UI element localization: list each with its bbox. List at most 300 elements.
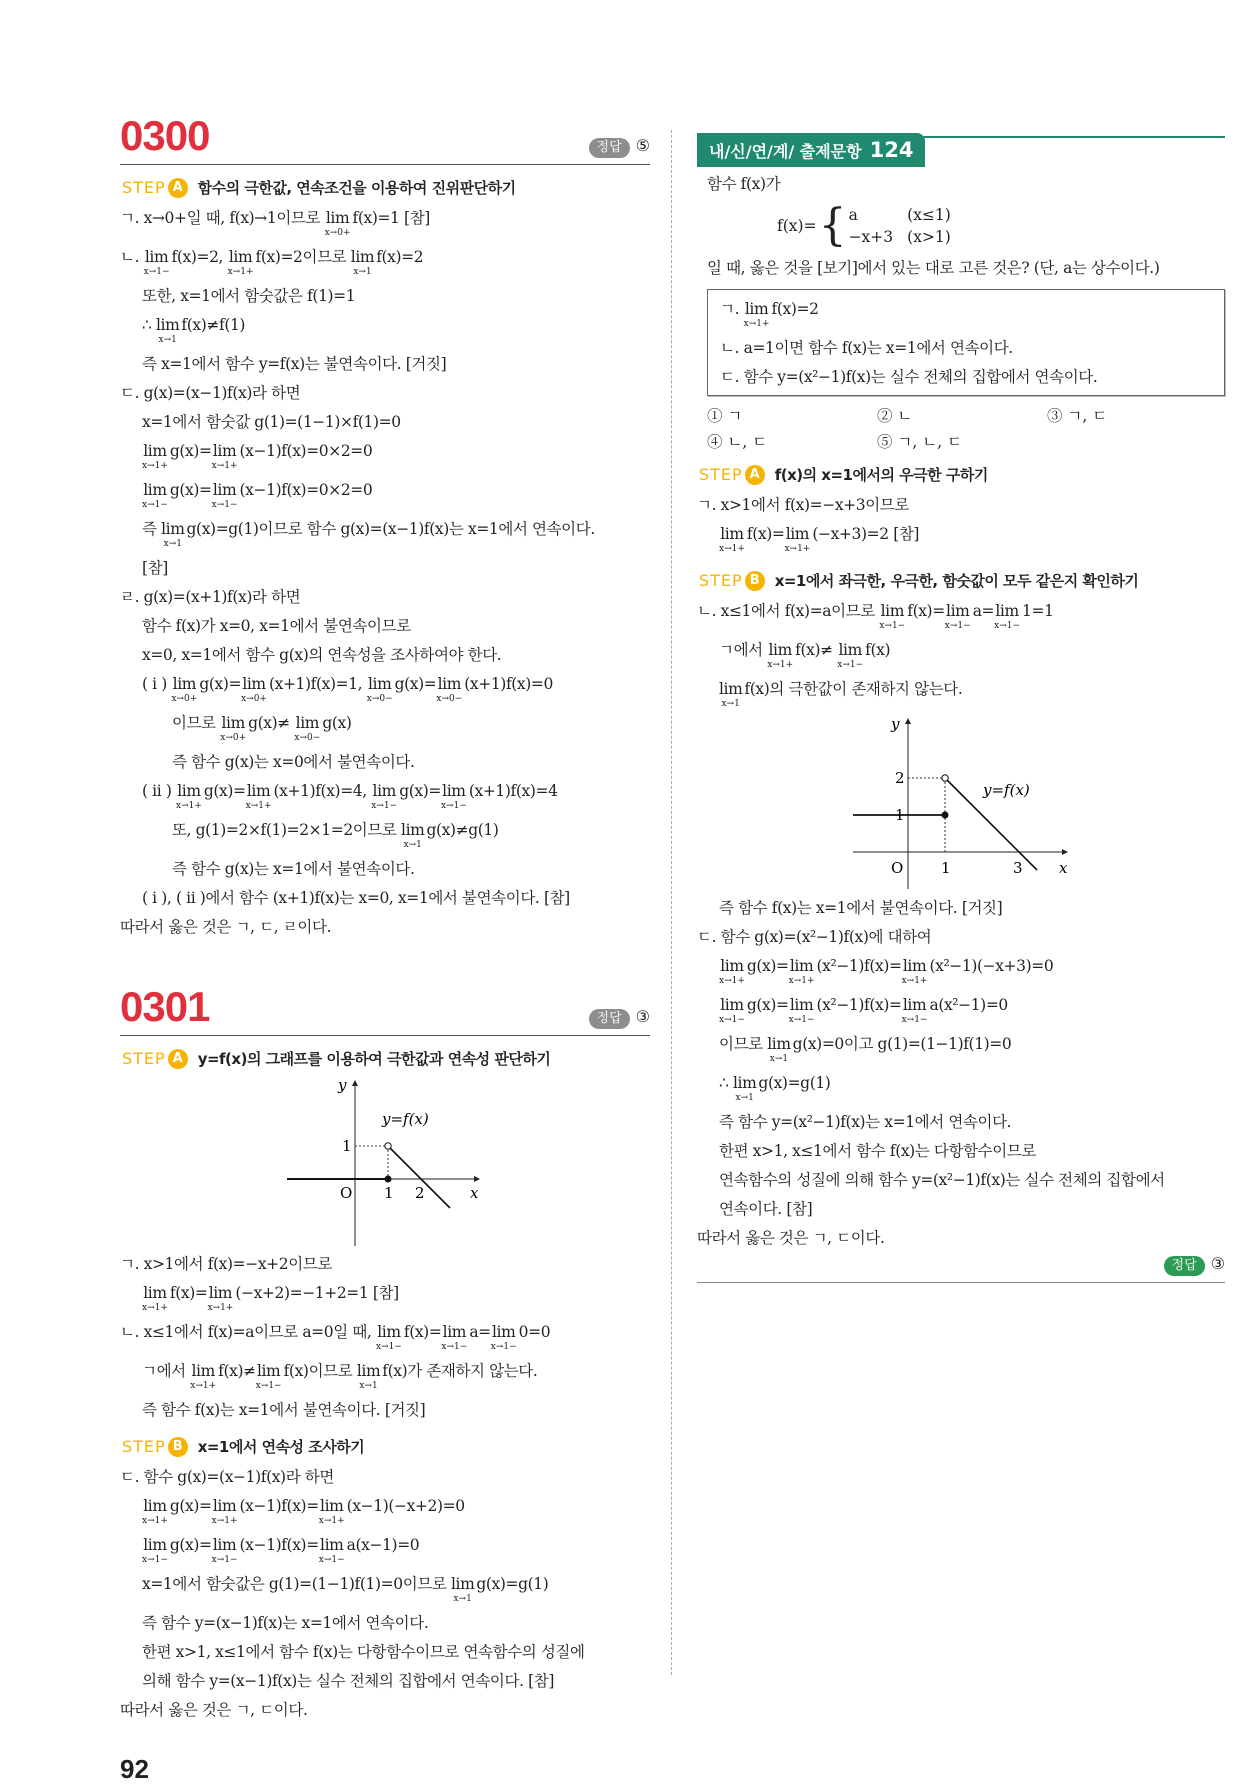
limit-operator [789,956,815,986]
header-tab [697,133,925,167]
curve-label: y=f(x) [382,1110,429,1128]
limit-operator [994,601,1020,631]
line-text: ( i ), ( ii )에서 함수 (x+1)f(x)는 x=0, x=1에서 불연속이다. [참] [142,889,570,907]
limit-operator [719,995,745,1025]
lim-word: lim [212,481,237,499]
limit-operator [441,781,467,811]
line-text: g(x)≠ [248,714,295,732]
lim-word: lim [256,1362,281,1380]
solution-line [720,333,1212,362]
lim-word: lim [377,1323,401,1341]
limit-operator [294,713,320,743]
lim-subscript: x→1− [318,1555,345,1565]
lim-word: lim [838,641,862,659]
lim-word: lim [221,714,245,732]
lim-subscript: x→1+ [207,1303,234,1313]
lim-word: lim [172,675,197,693]
lim-word: lim [785,525,810,543]
lim-word: lim [367,675,392,693]
line-text: 0=0 [518,1323,551,1341]
line-text: 연속이다. [참] [719,1200,813,1218]
step-label: STEP [122,1049,166,1068]
lim-word: lim [442,782,466,800]
solution-line [697,1107,1225,1136]
step-a-heading [122,177,650,199]
step-label: STEP [122,1437,166,1456]
limit-operator [451,1574,474,1604]
line-text: (x−1)f(x)=0×2=0 [239,442,373,460]
choice-4[interactable]: ④ ㄴ, ㄷ [707,433,768,451]
line-text: (x+1)f(x)=4 [468,782,558,800]
lim-word: lim [720,996,744,1014]
lim-subscript: x→1− [837,660,864,670]
solution-line [120,310,650,349]
step-label: STEP [699,571,743,590]
limit-operator [325,208,351,238]
lim-subscript: x→1− [719,1015,745,1025]
lim-subscript: x→1− [211,1555,238,1565]
function-graph-0301 [280,1074,500,1249]
line-text: ( i ) [142,675,172,693]
lim-word: lim [143,1536,167,1554]
limit-operator [376,1322,402,1352]
lim-subscript: x→1− [142,500,168,510]
line-text: ㄴ. x≤1에서 f(x)=a이므로 [697,602,880,620]
solution-line [120,708,650,747]
line-text: ㄱ. x>1에서 f(x)=−x+2이므로 [120,1255,332,1273]
limit-operator [719,524,745,554]
lim-subscript: x→1+ [784,544,811,554]
y-axis-label: y [891,715,900,733]
line-text: g(x)≠g(1) [426,821,499,839]
limit-operator [945,601,971,631]
solution-line [720,362,1212,391]
step-letter-icon: A [745,465,765,485]
line-text: (x−1)f(x)= [239,1497,319,1515]
limit-operator [142,441,168,471]
header-rule [120,1035,650,1036]
line-text: a(x²−1)=0 [929,996,1008,1014]
line-text: g(x)=g(1) [476,1575,549,1593]
case-expr: a [848,206,858,224]
lim-word: lim [143,481,167,499]
limit-operator [144,247,170,277]
origin-label: O [340,1184,353,1202]
solution-step-a [697,490,1225,558]
solution-line [120,1530,650,1569]
lim-subscript: x→1− [994,621,1021,631]
lim-word: lim [212,442,237,460]
solution-line [120,1278,650,1317]
step-a-heading [699,464,1225,486]
limit-operator [733,1073,756,1103]
solution-line [120,883,650,912]
example-box [707,289,1225,396]
lim-word: lim [789,996,814,1014]
step-letter-icon: B [745,571,765,591]
limit-operator [902,995,928,1025]
lim-word: lim [191,1362,215,1380]
step-title: y=f(x)의 그래프를 이용하여 극한값과 연속성 판단하기 [197,1050,551,1068]
limit-operator [784,524,810,554]
lim-word: lim [450,1575,475,1593]
solution-line [697,1136,1225,1165]
limit-operator [367,674,393,704]
lim-word: lim [442,1323,467,1341]
line-text: 따라서 옳은 것은 ㄱ, ㄷ이다. [697,1229,885,1247]
right-column [697,133,1225,1283]
line-text: (−x+3)=2 [참] [812,525,920,543]
lim-word: lim [156,316,180,334]
header-rule [120,164,650,165]
line-text: g(x)= [746,996,789,1014]
lim-subscript: x→1 [735,1093,754,1103]
y-tick-label: 1 [895,806,905,824]
solution-step-b [697,596,1225,713]
solution-line [697,951,1225,990]
lim-word: lim [320,1536,344,1554]
line-text: f(x)= [746,525,785,543]
step-label: STEP [122,178,166,197]
open-point [942,775,948,781]
lim-subscript: x→1+ [245,801,272,811]
y-axis-label: y [338,1076,347,1094]
bottom-rule [697,1282,1225,1283]
line-text: a= [972,602,995,620]
line-text: f(x)=2, [171,248,228,266]
lim-word: lim [946,602,970,620]
line-text: g(x)= [394,675,437,693]
lim-subscript: x→1+ [142,461,168,471]
answer-indicator [697,1254,1225,1276]
lim-word: lim [242,675,266,693]
line-text: 즉 함수 g(x)는 x=1에서 불연속이다. [172,860,415,878]
line-text: ㄷ. 함수 g(x)=(x−1)f(x)라 하면 [120,1468,334,1486]
lim-subscript: x→1− [944,621,971,631]
lim-word: lim [228,248,253,266]
lim-subscript: x→1− [490,1342,517,1352]
lim-word: lim [143,442,167,460]
lim-word: lim [768,641,792,659]
step-b-heading [122,1436,650,1458]
solution-line [697,1029,1225,1068]
line-text: f(x)가 존재하지 않는다. [382,1362,538,1380]
x-tick-label: 3 [1013,859,1023,877]
limit-operator [176,781,202,811]
lim-word: lim [177,782,201,800]
lim-subscript: x→1 [453,1594,472,1604]
lim-word: lim [320,1497,344,1515]
lim-subscript: x→1+ [901,976,928,986]
solution-line [120,1569,650,1608]
lim-subscript: x→1+ [142,1303,168,1313]
solution-line [120,1356,650,1395]
line-text: ㄴ. a=1이면 함수 f(x)는 x=1에서 연속이다. [720,339,1013,357]
solution-line [120,378,650,407]
solution-line [697,674,1225,713]
line-text: f(x)≠ [218,1362,256,1380]
limit-operator [789,995,815,1025]
line-text: g(x)= [203,782,246,800]
line-text: f(x)= [907,602,945,620]
line-text: (x+1)f(x)=0 [464,675,553,693]
solution-line [120,1491,650,1530]
lim-word: lim [401,821,425,839]
line-text: ( ii ) [142,782,176,800]
line-text: ㄱ에서 [719,641,768,659]
limit-operator [744,299,770,329]
lim-subscript: x→0+ [324,228,351,238]
lim-word: lim [902,957,927,975]
curve-label: y=f(x) [983,781,1030,799]
x-axis-label: x [1059,859,1068,877]
line-text: g(x)= [199,675,242,693]
function-graph-124 [845,713,1085,893]
lim-word: lim [437,675,462,693]
line-text: 의해 함수 y=(x−1)f(x)는 실수 전체의 집합에서 연속이다. [참] [142,1672,554,1690]
line-text: 따라서 옳은 것은 ㄱ, ㄷ, ㄹ이다. [120,918,332,936]
line-text: 즉 함수 f(x)는 x=1에서 불연속이다. [거짓] [719,899,1003,917]
lim-word: lim [350,248,375,266]
choice-2[interactable]: ② ㄴ [877,407,913,425]
limit-operator [246,781,272,811]
line-text: ㄷ. g(x)=(x−1)f(x)라 하면 [120,384,301,402]
answer-indicator [589,1007,650,1029]
line-text: f(x)≠ [795,641,838,659]
lim-word: lim [143,1284,167,1302]
answer-value: ⑤ [635,136,650,155]
solution-line [120,436,650,475]
limit-operator [212,1496,238,1526]
limit-operator [171,674,197,704]
choice-1[interactable]: ① ㄱ [707,407,743,425]
limit-operator [212,441,238,471]
lim-word: lim [212,1536,237,1554]
lim-subscript: x→1+ [176,801,202,811]
limit-operator [156,315,179,345]
solution-line [120,1637,650,1666]
line-text: 또, g(1)=2×f(1)=2×1=2이므로 [172,821,402,839]
lim-word: lim [720,525,744,543]
solution-line [120,349,650,378]
answer-badge: 정답 [1164,1256,1205,1276]
line-text: 즉 x=1에서 함수 y=f(x)는 불연속이다. [거짓] [142,355,447,373]
line-text: ㄱ. x>1에서 f(x)=−x+3이므로 [697,496,909,514]
limit-operator [212,480,238,510]
case-cond: (x>1) [907,228,951,246]
solution-line [120,1462,650,1491]
step-letter-icon: A [168,178,188,198]
solution-line [120,242,650,281]
solution-line [120,1317,650,1356]
line-text: a(x−1)=0 [346,1536,420,1554]
lim-subscript: x→1 [353,267,372,277]
limit-operator [212,1535,238,1565]
answer-choices [707,406,1225,452]
lim-word: lim [744,300,769,318]
line-text: (x²−1)(−x+3)=0 [929,957,1054,975]
closed-point [385,1176,392,1183]
limit-operator [491,1322,517,1352]
answer-badge: 정답 [589,138,630,158]
header-label: 내/신/연/계/ 출제문항 [709,142,862,161]
open-point [385,1143,391,1149]
lim-word: lim [208,1284,233,1302]
solution-line [120,640,650,669]
lim-subscript: x→1 [158,335,177,345]
lim-subscript: x→1+ [767,660,794,670]
case-expr: −x+3 [848,228,894,246]
limit-operator [319,1496,345,1526]
solution-line [697,990,1225,1029]
lim-subscript: x→1+ [227,267,254,277]
left-column [120,110,650,1785]
solution-line [120,1695,650,1724]
solution-line [120,407,650,436]
line-text: ㄱ에서 [142,1362,191,1380]
line-text: g(x)=g(1)이므로 함수 g(x)=(x−1)f(x)는 x=1에서 연속이다. [186,520,595,538]
lim-word: lim [733,1074,757,1092]
question-prompt: 일 때, 옳은 것을 [보기]에서 있는 대로 고른 것은? (단, a는 상수이다.) [707,259,1160,277]
line-text: 즉 함수 f(x)는 x=1에서 불연속이다. [거짓] [142,1401,426,1419]
lim-word: lim [880,602,904,620]
line-text: ㄴ. x≤1에서 f(x)=a이므로 a=0일 때, [120,1323,376,1341]
answer-value: ③ [1210,1254,1225,1273]
lim-word: lim [356,1362,381,1380]
step-title: f(x)의 x=1에서의 우극한 구하기 [774,466,988,484]
line-text: (x−1)f(x)=0×2=0 [239,481,373,499]
lim-word: lim [491,1323,516,1341]
line-text: ㄴ. [120,248,144,266]
lim-subscript: x→1+ [788,976,815,986]
step-letter-icon: B [168,1437,188,1457]
limit-operator [436,674,462,704]
choice-3[interactable]: ③ ㄱ, ㄷ [1047,407,1108,425]
lim-word: lim [720,957,744,975]
lim-subscript: x→1+ [211,461,238,471]
lim-subscript: x→1− [255,1381,282,1391]
lim-subscript: x→1+ [318,1516,345,1526]
choice-5[interactable]: ⑤ ㄱ, ㄴ, ㄷ [877,433,963,451]
line-text: (x+1)f(x)=1, [268,675,367,693]
step-letter-icon: A [168,1049,188,1069]
line-text: ∴ [142,316,156,334]
step-label: STEP [699,465,743,484]
solution-line [120,553,650,582]
step-title: x=1에서 좌극한, 우극한, 함숫값이 모두 같은지 확인하기 [774,572,1139,590]
step-title: x=1에서 연속성 조사하기 [197,1438,365,1456]
line-text: ㄱ. [720,300,744,318]
lim-subscript: x→1+ [719,544,745,554]
solution-line [697,635,1225,674]
limit-operator [767,640,793,670]
solution-line [120,514,650,553]
line-text: 1=1 [1022,602,1054,620]
limit-operator [142,1283,168,1313]
case-cond: (x≤1) [907,206,951,224]
line-text: f(x) [865,641,891,659]
lim-subscript: x→1− [211,500,238,510]
y-tick-label: 2 [895,769,905,787]
line-text: g(x)= [169,481,212,499]
lim-subscript: x→1+ [190,1381,217,1391]
solution-line [120,1249,650,1278]
line-text: (−x+2)=−1+2=1 [참] [235,1284,399,1302]
line-text: 즉 함수 y=(x−1)f(x)는 x=1에서 연속이다. [142,1614,429,1632]
line-text: 즉 함수 y=(x²−1)f(x)는 x=1에서 연속이다. [719,1113,1012,1131]
line-text: g(x)= [746,957,789,975]
lim-word: lim [144,248,169,266]
closed-point [942,812,949,819]
lim-subscript: x→1+ [743,319,770,329]
brace-icon: { [818,200,847,251]
solution-step-b-continued [697,893,1225,1252]
solution-0301-part2 [120,1462,650,1724]
solution-line [120,747,650,776]
lim-subscript: x→0+ [241,694,267,704]
line-text: 한편 x>1, x≤1에서 함수 f(x)는 다항함수이므로 [719,1142,1036,1160]
linked-question-header [697,133,1225,169]
lim-word: lim [295,714,320,732]
lim-subscript: x→0+ [171,694,198,704]
lim-word: lim [789,957,814,975]
solution-line [120,912,650,941]
solution-line [697,922,1225,951]
limit-operator [220,713,246,743]
lim-word: lim [212,1497,237,1515]
limit-operator [357,1361,380,1391]
line-text: f(x)= [169,1284,208,1302]
line-text: f(x)=2 [771,300,819,318]
line-text: 이므로 [172,714,221,732]
function-name: f(x)= [777,217,817,235]
lim-word: lim [325,209,350,227]
lim-subscript: x→0− [294,733,321,743]
limit-operator [142,480,168,510]
line-text: (x²−1)f(x)= [816,996,902,1014]
answer-value: ③ [635,1007,650,1026]
line-text: x=1에서 함숫값 g(1)=(1−1)×f(1)=0 [142,413,401,431]
line-text: g(x) [322,714,352,732]
answer-badge: 정답 [589,1009,630,1029]
lim-subscript: x→1 [163,539,182,549]
line-text: f(x)= [403,1323,442,1341]
line-text: ㄹ. g(x)=(x+1)f(x)라 하면 [120,588,301,606]
limit-operator [142,1535,168,1565]
solution-line [120,1666,650,1695]
solution-line [120,475,650,514]
column-divider [671,130,672,1675]
lim-word: lim [372,782,396,800]
header-number: 124 [869,138,914,162]
line-text: g(x)= [399,782,441,800]
solution-line [120,1395,650,1424]
solution-line [120,854,650,883]
lim-subscript: x→1− [371,801,398,811]
line-text: 또한, x=1에서 함숫값은 f(1)=1 [142,287,356,305]
x-tick-label: 1 [384,1184,394,1202]
limit-operator [902,956,928,986]
line-text: g(x)= [169,1497,212,1515]
limit-operator [161,519,184,549]
line-text: x=1에서 함숫값은 g(1)=(1−1)f(1)=0이므로 [142,1575,451,1593]
question-intro: 함수 f(x)가 [707,175,781,193]
lim-subscript: x→1 [359,1381,378,1391]
limit-operator [207,1283,233,1313]
solution-line [697,490,1225,519]
solution-line [120,582,650,611]
line-text: x=0, x=1에서 함수 g(x)의 연속성을 조사하여야 한다. [142,646,502,664]
